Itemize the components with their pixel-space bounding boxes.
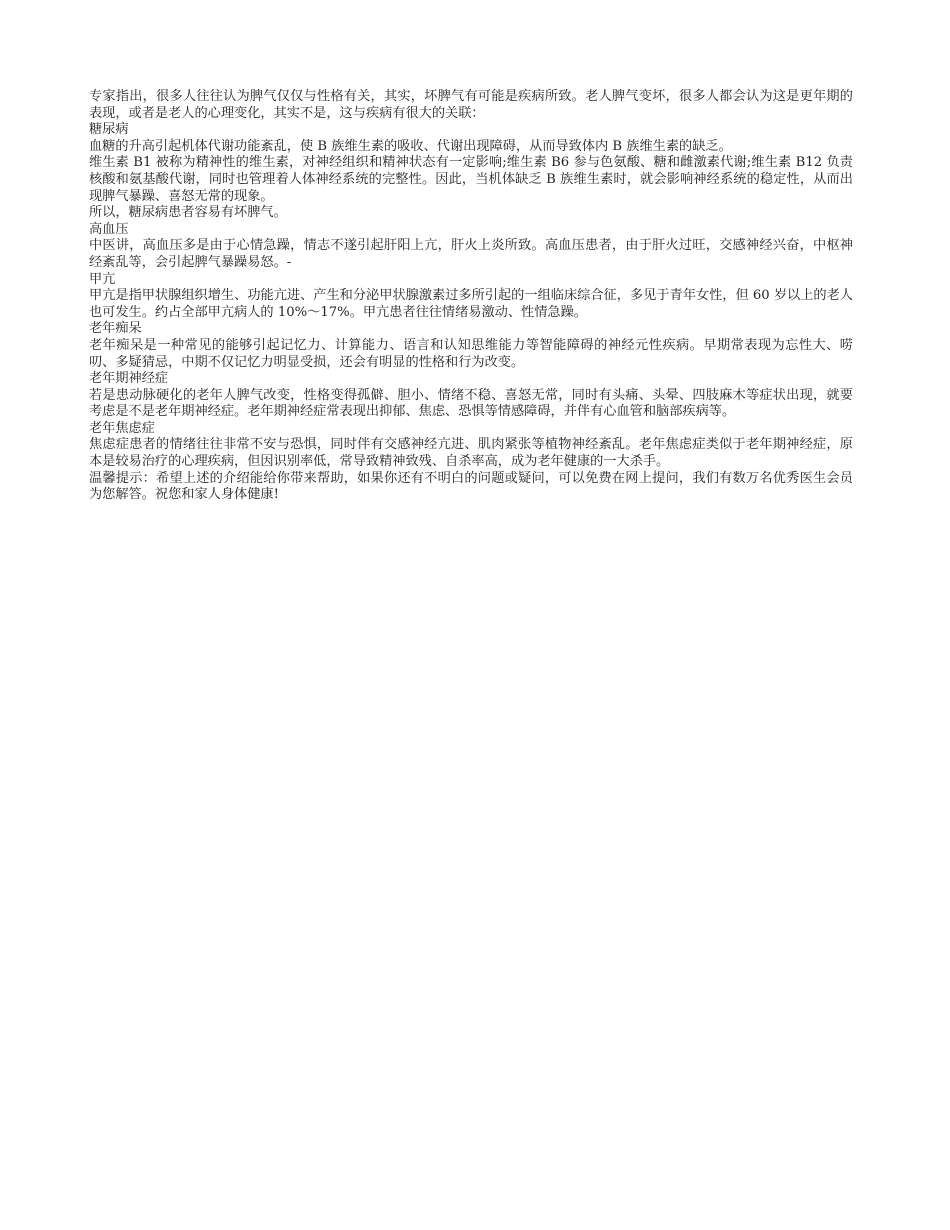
article-body [89, 89, 853, 504]
section-heading-hypertension: 高血压 [89, 221, 129, 237]
hypertension-paragraph: 中医讲，高血压多是由于心情急躁，情志不遂引起肝阳上亢，肝火上炎所致。高血压患者，由于肝火过旺，交感神经兴奋，中枢神经紊乱等，会引起脾气暴躁易怒。- [89, 238, 853, 270]
senile-anxiety-paragraph: 焦虑症患者的情绪往往非常不安与恐惧，同时伴有交感神经亢进、肌肉紧张等植物神经紊乱。老年焦虑症类似于老年期神经症，原本是较易治疗的心理疾病，但因识别率低，常导致精神致残、自杀率高，成为老年健康的一大杀手。 [89, 437, 853, 470]
section-heading-senile-neurosis: 老年期神经症 [89, 371, 169, 387]
senile-neurosis-paragraph: 若是患动脉硬化的老年人脾气改变，性格变得孤僻、胆小、情绪不稳、喜怒无常，同时有头痛、头晕、四肢麻木等症状出现，就要考虑是不是老年期神经症。老年期神经症常表现出抑郁、焦虑、恐惧等情感障碍，并伴有心血管和脑部疾病等。 [89, 387, 853, 420]
hyperthyroidism-paragraph: 甲亢是指甲状腺组织增生、功能亢进、产生和分泌甲状腺激素过多所引起的一组临床综合征，多见于青年女性，但 60 岁以上的老人也可发生。约占全部甲亢病人的 10%～17%。甲亢患者往往情绪易激动、性情急躁。 [89, 288, 853, 320]
diabetes-paragraph-1: 血糖的升高引起机体代谢功能紊乱，使 B 族维生素的吸收、代谢出现障碍，从而导致体内 B 族维生素的缺乏。 [89, 138, 732, 154]
closing-tip: 温馨提示：希望上述的介绍能给你带来帮助，如果你还有不明白的问题或疑问，可以免费在网上提问，我们有数万名优秀医生会员为您解答。祝您和家人身体健康! [89, 470, 853, 503]
diabetes-paragraph-2: 维生素 B1 被称为精神性的维生素，对神经组织和精神状态有一定影响;维生素 B6 参与色氨酸、糖和雌激素代谢;维生素 B12 负责核酸和氨基酸代谢，同时也管理着人体神经系统的完整性。因此，当机体缺乏 B 族维生素时，就会影响神经系统的稳定性，从而出现脾气暴躁、喜怒无常的现象。 [89, 155, 853, 204]
section-heading-diabetes: 糖尿病 [89, 122, 129, 138]
dementia-paragraph: 老年痴呆是一种常见的能够引起记忆力、计算能力、语言和认知思维能力等智能障碍的神经元性疾病。早期常表现为忘性大、唠叨、多疑猜忌，中期不仅记忆力明显受损，还会有明显的性格和行为改变。 [89, 337, 853, 370]
intro-paragraph: 专家指出，很多人往往认为脾气仅仅与性格有关，其实，坏脾气有可能是疾病所致。老人脾气变坏，很多人都会认为这是更年期的表现，或者是老人的心理变化，其实不是，这与疾病有很大的关联： [89, 89, 853, 121]
section-heading-dementia: 老年痴呆 [89, 321, 142, 337]
section-heading-hyperthyroidism: 甲亢 [89, 271, 116, 287]
diabetes-paragraph-3: 所以，糖尿病患者容易有坏脾气。 [89, 205, 287, 221]
section-heading-senile-anxiety: 老年焦虑症 [89, 420, 155, 436]
